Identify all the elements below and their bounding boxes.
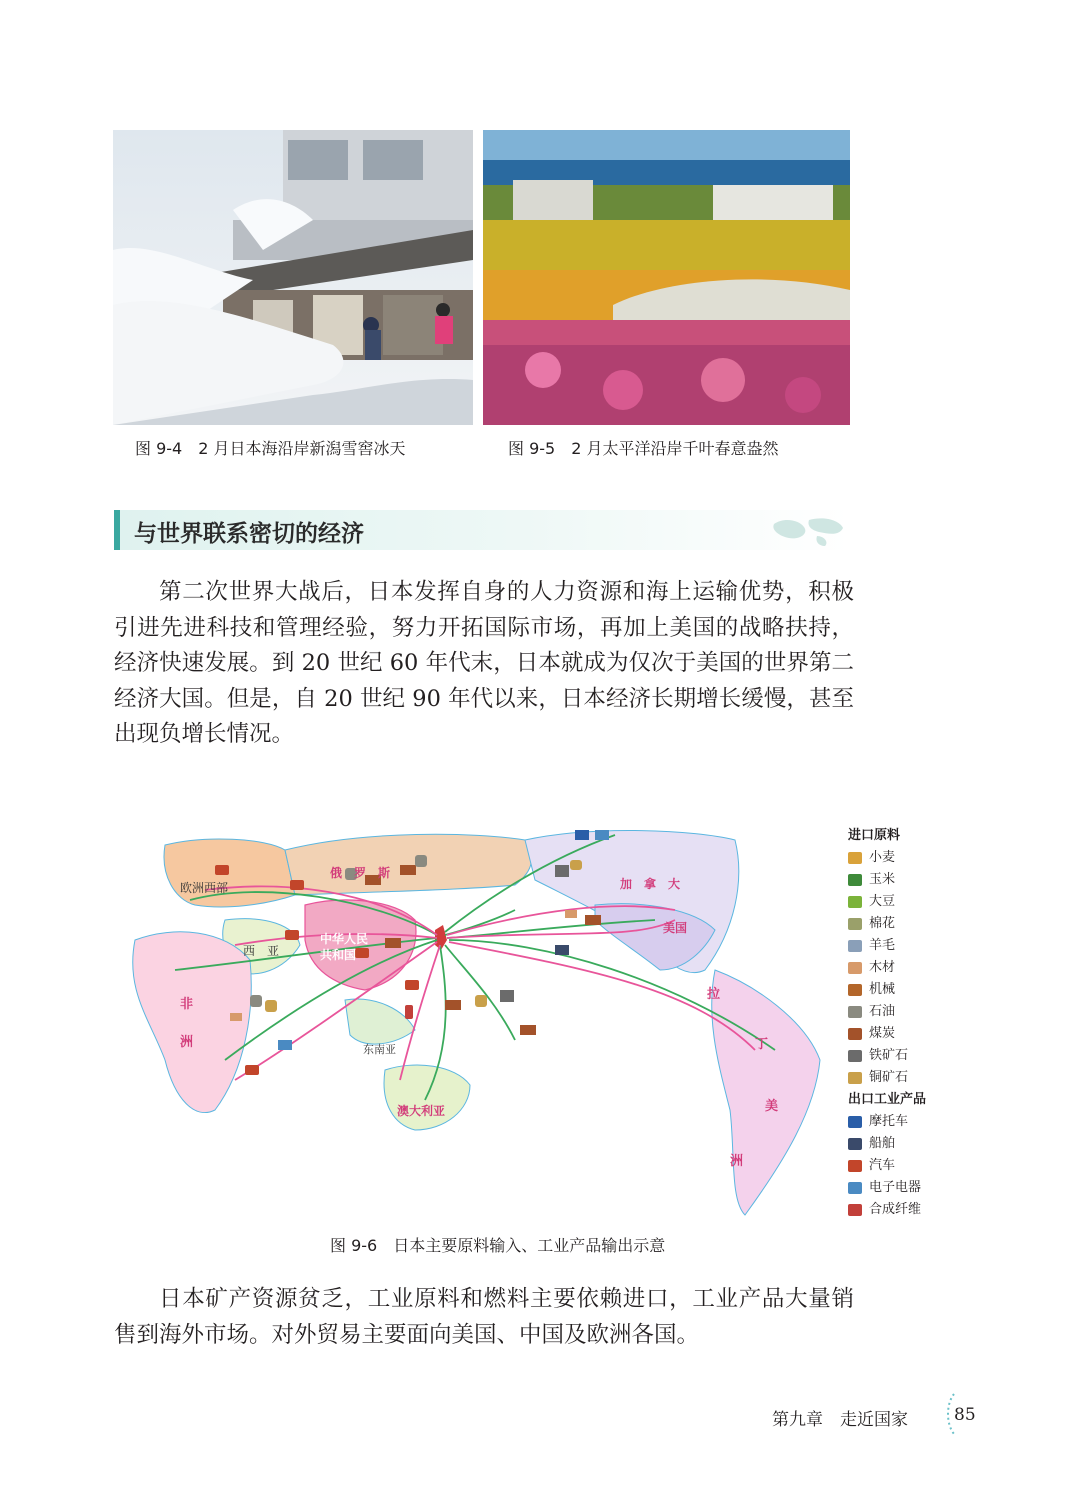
legend-item-label: 汽车 <box>869 1158 896 1173</box>
ship-icon <box>848 1138 862 1150</box>
legend-item-label: 大豆 <box>869 894 896 909</box>
legend-item <box>848 1111 968 1133</box>
label-china-line2: 共和国 <box>320 948 357 962</box>
legend-item <box>848 1177 968 1199</box>
label-canada: 加 拿 大 <box>620 877 681 891</box>
label-africa-2: 洲 <box>180 1035 194 1050</box>
legend-item-label: 机械 <box>869 982 896 997</box>
chapter-footer: 第九章 走近国家 <box>772 1410 908 1430</box>
legend-item <box>848 869 968 891</box>
figure-9-5-caption: 图 9-5 2 月太平洋沿岸千叶春意盎然 <box>508 439 779 458</box>
label-latin-america-1: 拉 <box>707 987 721 1002</box>
label-southeast-asia: 东南亚 <box>363 1043 396 1056</box>
legend-item <box>848 1045 968 1067</box>
label-africa-1: 非 <box>180 997 194 1012</box>
legend-item-label: 合成纤维 <box>869 1202 922 1217</box>
wool-icon <box>848 940 862 952</box>
paragraph-trade: 日本矿产资源贫乏，工业原料和燃料主要依赖进口，工业产品大量销售到海外市场。对外贸易主要面向美国、中国及欧洲各国。 <box>114 1286 854 1348</box>
label-latin-america-2: 丁 <box>755 1037 769 1052</box>
label-latin-america-4: 洲 <box>730 1154 744 1169</box>
legend-import-title: 进口原料 <box>848 828 901 843</box>
legend-item-label: 羊毛 <box>869 938 896 953</box>
label-latin-america-3: 美 <box>765 1099 779 1114</box>
legend-item <box>848 913 968 935</box>
soybean-icon <box>848 896 862 908</box>
legend-export-title: 出口工业产品 <box>848 1092 927 1107</box>
legend-item <box>848 935 968 957</box>
legend-item <box>848 1199 968 1221</box>
wheat-icon <box>848 852 862 864</box>
legend-item <box>848 1155 968 1177</box>
legend-item-label: 玉米 <box>869 872 896 887</box>
legend-item <box>848 957 968 979</box>
section-title-text: 与世界联系密切的经济 <box>134 521 364 547</box>
figure-9-4-caption: 图 9-4 2 月日本海沿岸新潟雪窖冰天 <box>135 439 406 458</box>
legend-item <box>848 847 968 869</box>
label-china-line1: 中华人民 <box>320 932 369 946</box>
europe-region <box>164 839 295 907</box>
cotton-icon <box>848 918 862 930</box>
legend-item <box>848 1133 968 1155</box>
iron-ore-icon <box>848 1050 862 1062</box>
coal-icon <box>848 1028 862 1040</box>
legend-item-label: 棉花 <box>869 916 896 931</box>
label-russia: 俄 罗 斯 <box>330 866 391 880</box>
legend-item-label: 铁矿石 <box>869 1048 909 1063</box>
world-map-decoration-icon <box>769 512 849 548</box>
photo-chiba-flowers <box>483 130 850 425</box>
legend-item <box>848 891 968 913</box>
electronics-icon <box>848 1182 862 1194</box>
russia-region <box>285 834 532 895</box>
legend-item <box>848 1001 968 1023</box>
legend-item-label: 煤炭 <box>869 1026 896 1041</box>
southeast-asia-region <box>345 999 415 1044</box>
africa-region <box>133 932 252 1113</box>
synthetic-fiber-icon <box>848 1204 862 1216</box>
section-heading <box>114 510 849 550</box>
trade-map <box>115 820 835 1225</box>
legend-item-label: 木材 <box>869 960 896 975</box>
legend-item-label: 铜矿石 <box>869 1070 909 1085</box>
machinery-icon <box>848 984 862 996</box>
legend-item <box>848 979 968 1001</box>
legend-item-label: 小麦 <box>869 850 896 865</box>
photo-niigata-snow <box>113 130 473 425</box>
timber-icon <box>848 962 862 974</box>
legend-item <box>848 1067 968 1089</box>
legend-item-label: 石油 <box>869 1004 896 1019</box>
label-west-europe: 欧洲西部 <box>180 881 229 895</box>
corn-icon <box>848 874 862 886</box>
legend-item <box>848 1023 968 1045</box>
page-number: 85 <box>954 1405 976 1425</box>
legend-item-label: 船舶 <box>869 1136 896 1151</box>
map-legend <box>848 825 968 1221</box>
legend-item-label: 摩托车 <box>869 1114 909 1129</box>
latin-america-region <box>712 970 820 1215</box>
label-west-asia: 西 亚 <box>243 944 280 958</box>
oil-barrel-icon <box>848 1006 862 1018</box>
copper-ore-icon <box>848 1072 862 1084</box>
label-australia: 澳大利亚 <box>397 1104 446 1118</box>
motorcycle-icon <box>848 1116 862 1128</box>
figure-9-6-caption: 图 9-6 日本主要原料输入、工业产品输出示意 <box>330 1236 666 1255</box>
legend-item-label: 电子电器 <box>869 1180 922 1195</box>
paragraph-economy-history: 第二次世界大战后，日本发挥自身的人力资源和海上运输优势，积极引进先进科技和管理经验，努力开拓国际市场，再加上美国的战略扶持，经济快速发展。到 20 世纪 60 年代末，日本就成为仅次于美国的世界第二经济大国。但是，自 20 世纪 90 年代以来，日本经济长期增长缓慢，甚至出现负增长情况。 <box>114 579 854 747</box>
label-usa: 美国 <box>663 921 688 935</box>
car-icon <box>848 1160 862 1172</box>
